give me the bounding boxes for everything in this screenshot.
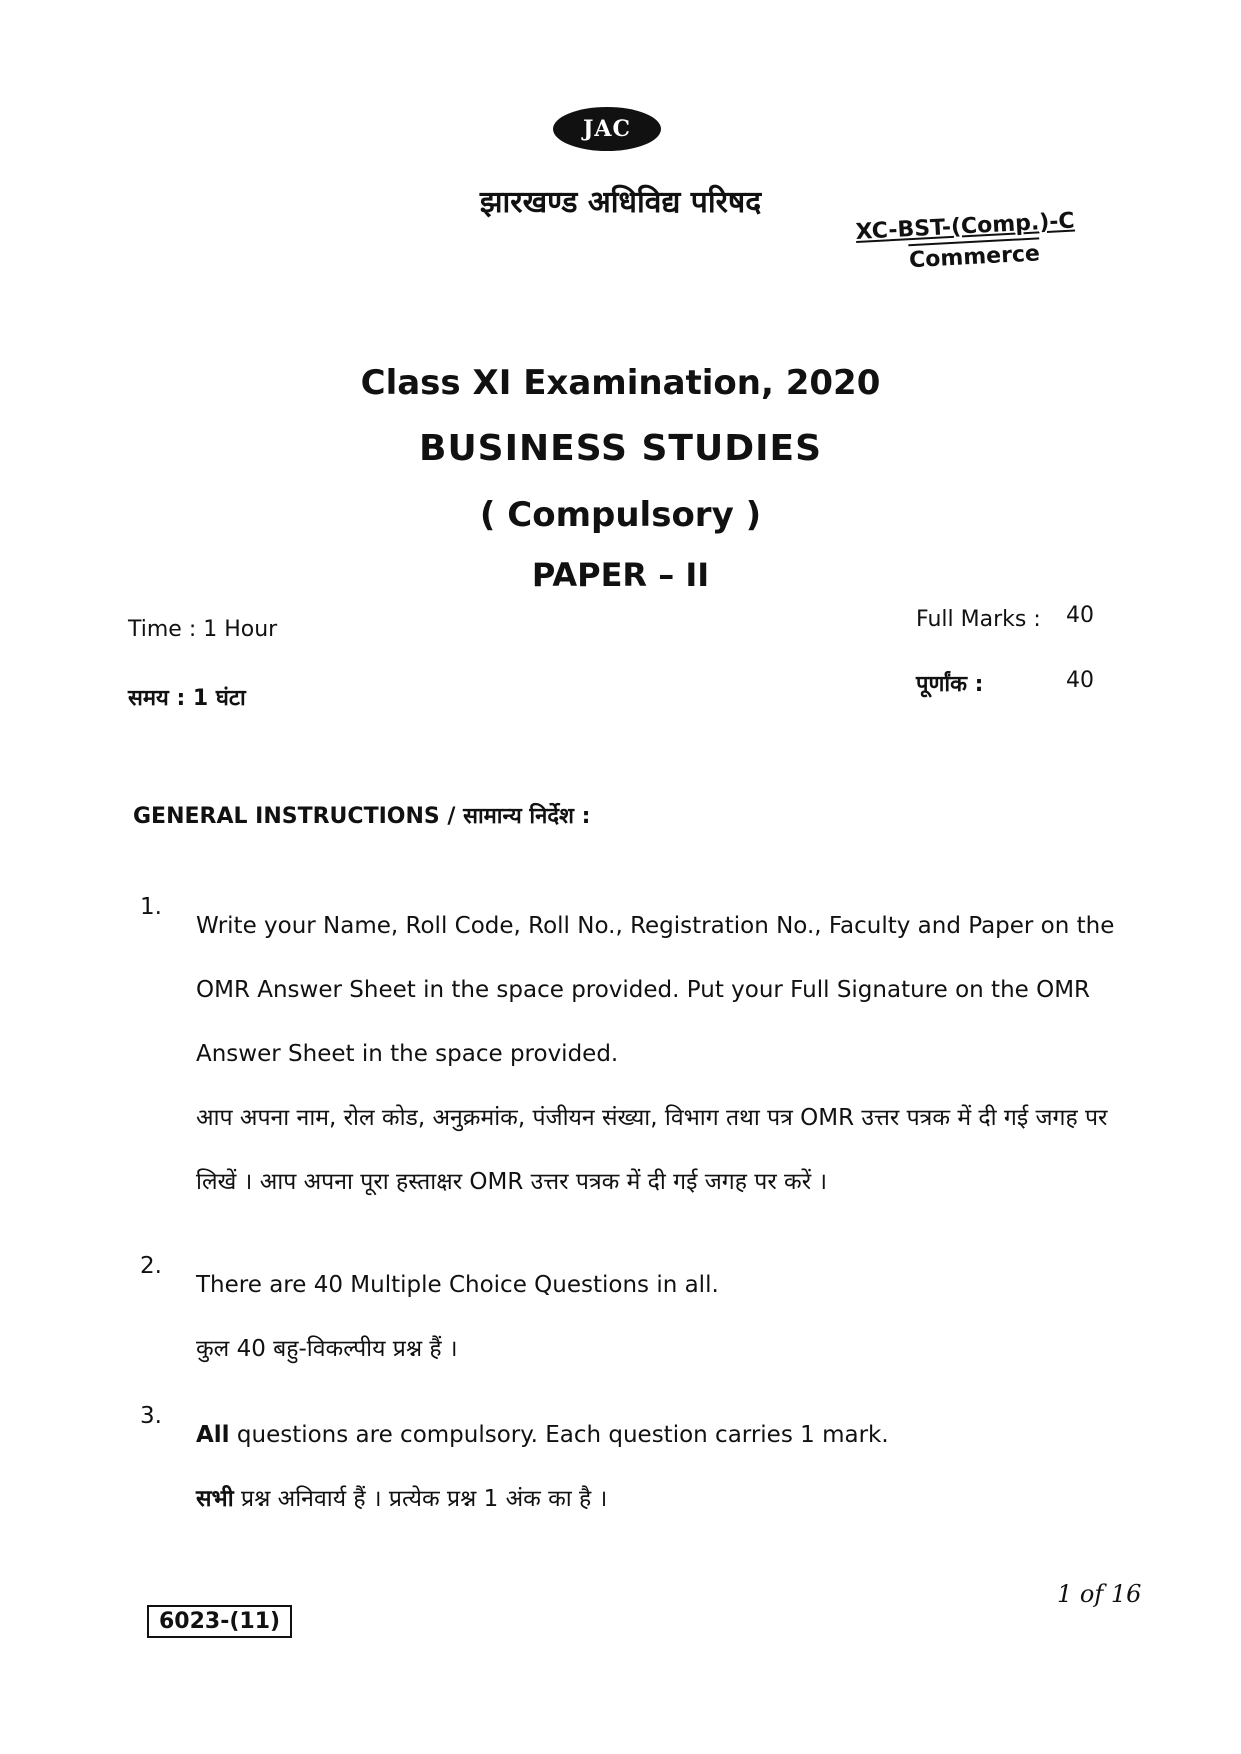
- time-hindi: समय : 1 घंटा: [128, 686, 246, 711]
- instruction-number: 3.: [140, 1403, 162, 1429]
- paper-code-block: [855, 209, 1077, 276]
- stream-label: Commerce: [908, 237, 1040, 273]
- jac-logo: [553, 107, 661, 151]
- full-marks-label-hindi: पूर्णांक :: [916, 672, 984, 697]
- instruction-number: 1.: [140, 894, 162, 920]
- full-marks-value: 40: [1066, 603, 1094, 628]
- instruction-text-english: Write your Name, Roll Code, Roll No., Registration No., Faculty and Paper on the OMR Answer Sheet in the space provided. Put your Full Signature on the OMR Answer Sheet in the space provided.: [196, 913, 1115, 1067]
- time-english: Time : 1 Hour: [128, 617, 278, 642]
- full-marks-value-hindi: 40: [1066, 668, 1094, 693]
- page-number: 1 of 16: [1057, 1580, 1142, 1608]
- paper-code: XC-BST-(Comp.)-C: [855, 208, 1076, 245]
- logo-text: JAC: [583, 116, 631, 142]
- instruction-text-english: There are 40 Multiple Choice Questions in all.: [196, 1272, 719, 1298]
- paper-number: PAPER – II: [531, 556, 710, 594]
- instruction-text-hindi: [196, 1467, 1116, 1531]
- subject-title: BUSINESS STUDIES: [419, 428, 822, 469]
- instruction-text-english: [196, 1403, 1116, 1467]
- emphasis-all: All: [196, 1422, 230, 1448]
- instruction-text-hindi: आप अपना नाम, रोल कोड, अनुक्रमांक, पंजीयन संख्या, विभाग तथा पत्र OMR उत्तर पत्रक में दी गई जगह पर लिखें । आप अपना पूरा हस्ताक्षर OMR उत्तर पत्रक में दी गई जगह पर करें ।: [196, 1105, 1108, 1195]
- full-marks-label: Full Marks :: [916, 607, 1041, 632]
- council-name: झारखण्ड अधिविद्य परिषद: [479, 185, 762, 220]
- instruction-rest: questions are compulsory. Each question carries 1 mark.: [229, 1422, 889, 1448]
- instruction-number: 2.: [140, 1253, 162, 1279]
- exam-title: Class XI Examination, 2020: [360, 363, 881, 403]
- instruction-text-hindi: कुल 40 बहु-विकल्पीय प्रश्न हैं ।: [196, 1336, 458, 1362]
- general-instructions-heading: GENERAL INSTRUCTIONS / सामान्य निर्देश :: [133, 804, 591, 829]
- instruction-rest-hindi: प्रश्न अनिवार्य हैं । प्रत्येक प्रश्न 1 अंक का है ।: [233, 1486, 608, 1512]
- emphasis-all-hindi: सभी: [196, 1486, 234, 1512]
- document-code: 6023-(11): [147, 1605, 292, 1638]
- subject-type: ( Compulsory ): [479, 495, 762, 535]
